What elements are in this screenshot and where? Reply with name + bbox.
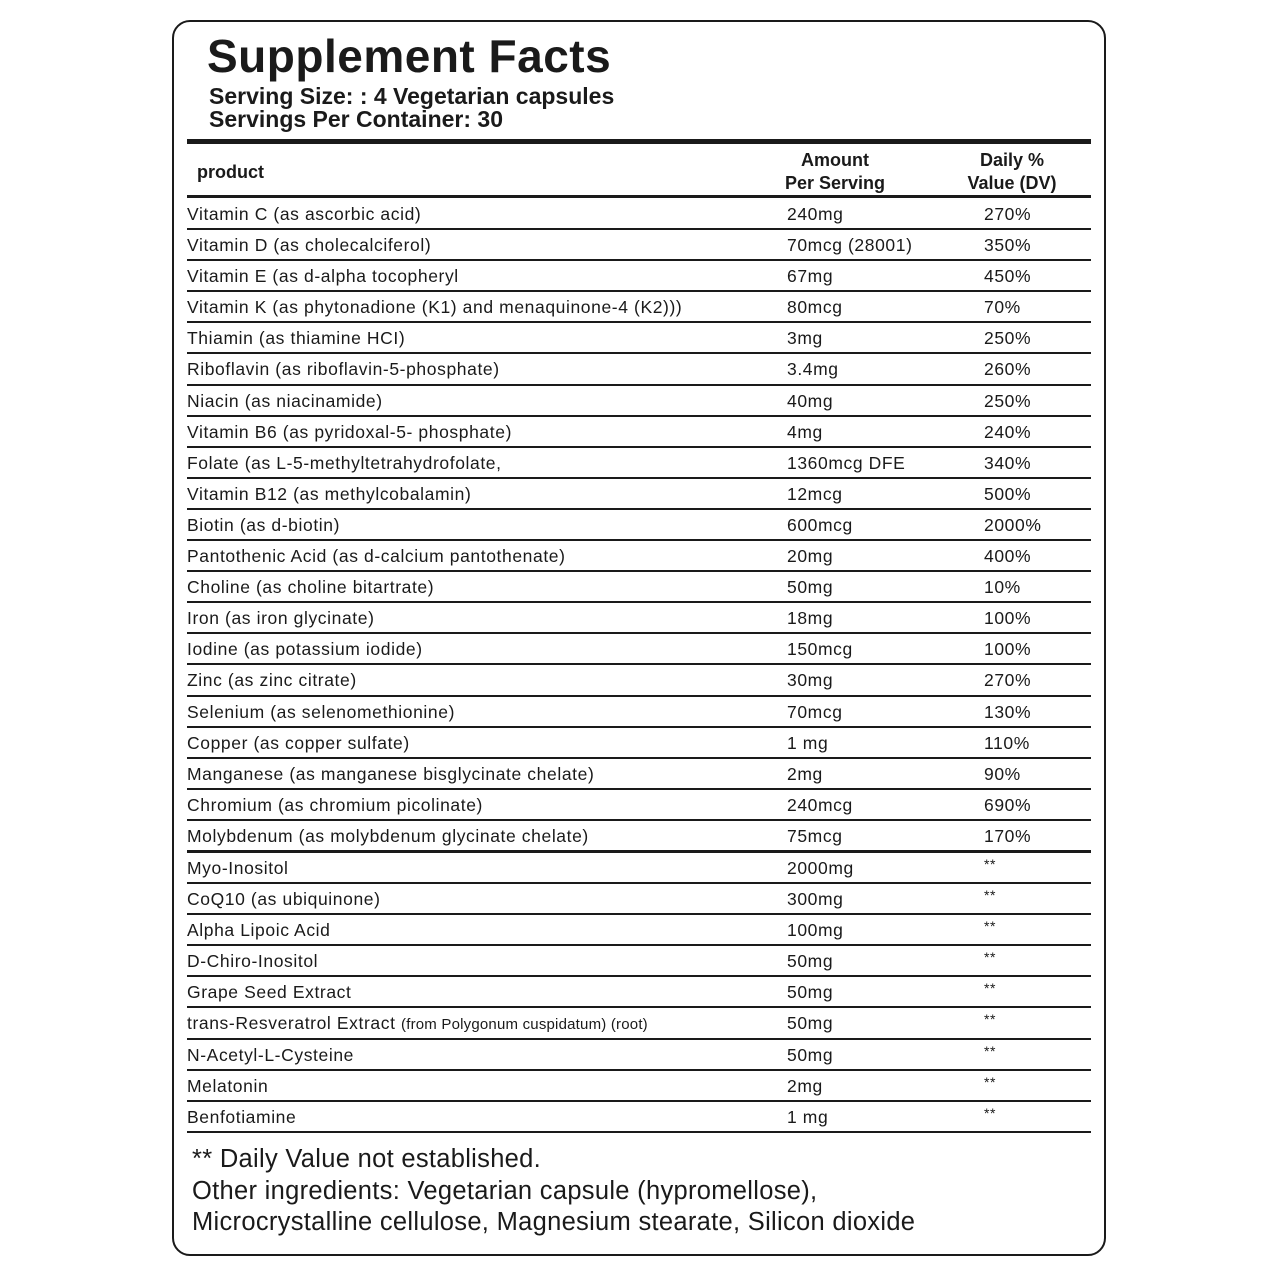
other-ingredients-line2: Microcrystalline cellulose, Magnesium stearate, Silicon dioxide — [192, 1208, 916, 1236]
table-row — [187, 946, 1091, 977]
nutrient-table — [187, 199, 1091, 1133]
nutrient-name-text: Vitamin K (as phytonadione (K1) and menaquinone-4 (K2))) — [187, 297, 683, 318]
amount-per-serving: 12mcg — [787, 483, 843, 504]
daily-value: ** — [984, 855, 997, 872]
nutrient-name-text: Iron (as iron glycinate) — [187, 608, 375, 629]
amount-per-serving: 3mg — [787, 328, 823, 349]
amount-per-serving: 600mcg — [787, 514, 853, 535]
nutrient-name — [187, 266, 459, 287]
header-amount-line1: Amount — [801, 150, 869, 170]
table-row — [187, 230, 1091, 261]
amount-per-serving: 150mcg — [787, 639, 853, 660]
table-row — [187, 1040, 1091, 1071]
daily-value: ** — [984, 1073, 997, 1090]
serving-info — [209, 84, 614, 130]
daily-value: 270% — [984, 670, 1032, 691]
nutrient-name — [187, 422, 512, 443]
amount-per-serving: 75mcg — [787, 825, 843, 846]
daily-value: 250% — [984, 390, 1032, 411]
header-daily-value — [945, 149, 1079, 195]
nutrient-name-text: Molybdenum (as molybdenum glycinate chelate) — [187, 825, 589, 846]
nutrient-name-text: Myo-Inositol — [187, 857, 289, 878]
nutrient-name — [187, 391, 383, 412]
nutrient-name — [187, 920, 330, 941]
nutrient-name-text: Zinc (as zinc citrate) — [187, 670, 357, 691]
amount-per-serving: 3.4mg — [787, 359, 839, 380]
amount-per-serving: 4mg — [787, 421, 823, 442]
nutrient-name — [187, 577, 434, 598]
nutrient-name-text: Riboflavin (as riboflavin-5-phosphate) — [187, 359, 500, 380]
dv-note: ** Daily Value not established. — [192, 1145, 542, 1173]
amount-per-serving: 50mg — [787, 982, 834, 1003]
nutrient-name-text: Vitamin E (as d-alpha tocopheryl — [187, 266, 459, 287]
nutrient-name-text: Vitamin B12 (as methylcobalamin) — [187, 483, 472, 504]
nutrient-name — [187, 297, 682, 318]
nutrient-name — [187, 484, 471, 505]
amount-per-serving: 30mg — [787, 670, 834, 691]
nutrient-name-text: Folate (as L-5-methyltetrahydrofolate, — [187, 452, 502, 473]
nutrient-name-text: Grape Seed Extract — [187, 982, 352, 1003]
nutrient-name — [187, 951, 318, 972]
header-dv-line2: Value (DV) — [967, 173, 1057, 193]
nutrient-name-text: N-Acetyl-L-Cysteine — [187, 1044, 354, 1065]
daily-value: 2000% — [984, 514, 1042, 535]
nutrient-name-text: Thiamin (as thiamine HCI) — [187, 328, 406, 349]
nutrient-name-text: Vitamin B6 (as pyridoxal-5- phosphate) — [187, 421, 512, 442]
table-row — [187, 915, 1091, 946]
amount-per-serving: 50mg — [787, 577, 834, 598]
nutrient-name — [187, 515, 340, 536]
nutrient-name — [187, 359, 500, 380]
nutrient-name-text: Alpha Lipoic Acid — [187, 920, 331, 941]
amount-per-serving: 50mg — [787, 1044, 834, 1065]
serving-size: Serving Size: : 4 Vegetarian capsules — [209, 83, 615, 109]
daily-value: ** — [984, 1042, 997, 1059]
table-row — [187, 1008, 1091, 1039]
daily-value: 110% — [984, 732, 1030, 753]
amount-per-serving: 1 mg — [787, 732, 829, 753]
amount-per-serving: 2mg — [787, 763, 823, 784]
amount-per-serving: 2000mg — [787, 857, 854, 878]
amount-per-serving: 40mg — [787, 390, 834, 411]
nutrient-name — [187, 670, 357, 691]
amount-per-serving: 18mg — [787, 608, 834, 629]
nutrient-name — [187, 826, 589, 847]
daily-value: ** — [984, 918, 997, 935]
header-dv-line1: Daily % — [979, 150, 1045, 170]
table-row — [187, 510, 1091, 541]
nutrient-name — [187, 795, 483, 816]
amount-per-serving: 2mg — [787, 1075, 823, 1096]
table-row — [187, 728, 1091, 759]
daily-value: 340% — [984, 452, 1032, 473]
daily-value: 250% — [984, 328, 1032, 349]
daily-value: 500% — [984, 483, 1032, 504]
nutrient-name-text: Melatonin — [187, 1075, 269, 1096]
table-row — [187, 479, 1091, 510]
table-row — [187, 603, 1091, 634]
table-row — [187, 292, 1091, 323]
amount-per-serving: 50mg — [787, 951, 834, 972]
nutrient-name — [187, 639, 423, 660]
footer — [192, 1144, 915, 1239]
amount-per-serving: 100mg — [787, 920, 844, 941]
nutrient-name-text: Vitamin C (as ascorbic acid) — [187, 204, 422, 224]
daily-value: ** — [984, 1011, 997, 1028]
amount-per-serving: 50mg — [787, 1013, 834, 1034]
nutrient-name-text: Choline (as choline bitartrate) — [187, 577, 435, 598]
daily-value: 130% — [984, 701, 1032, 722]
amount-per-serving: 70mcg (28001) — [787, 235, 913, 256]
amount-per-serving: 1 mg — [787, 1106, 829, 1127]
nutrient-name-text: Manganese (as manganese bisglycinate chelate) — [187, 763, 595, 784]
daily-value: ** — [984, 980, 997, 997]
table-row — [187, 323, 1091, 354]
table-row — [187, 853, 1091, 884]
table-row — [187, 977, 1091, 1008]
table-row — [187, 665, 1091, 696]
nutrient-name-text: Chromium (as chromium picolinate) — [187, 794, 483, 815]
nutrient-name — [187, 1076, 268, 1097]
daily-value: 70% — [984, 297, 1021, 318]
header-top-rule — [187, 139, 1091, 144]
label-title: Supplement Facts — [207, 30, 612, 82]
daily-value: 690% — [984, 794, 1032, 815]
nutrient-name — [187, 546, 566, 567]
amount-per-serving: 20mg — [787, 546, 834, 567]
header-product: product — [197, 162, 264, 182]
table-row — [187, 448, 1091, 479]
nutrient-name — [187, 608, 375, 629]
servings-per-container: Servings Per Container: 30 — [209, 106, 503, 132]
amount-per-serving: 300mg — [787, 889, 844, 910]
amount-per-serving: 240mg — [787, 204, 844, 224]
amount-per-serving: 80mcg — [787, 297, 843, 318]
daily-value: ** — [984, 949, 997, 966]
nutrient-name-text: D-Chiro-Inositol — [187, 951, 319, 972]
nutrient-name-text: Iodine (as potassium iodide) — [187, 639, 423, 660]
nutrient-name — [187, 1107, 296, 1128]
nutrient-name — [187, 889, 381, 910]
table-row — [187, 261, 1091, 292]
header-amount — [765, 149, 905, 195]
other-ingredients-line1: Other ingredients: Vegetarian capsule (hypromellose), — [192, 1176, 818, 1205]
nutrient-source-note: (from Polygonum cuspidatum) (root) — [401, 1016, 648, 1034]
nutrient-name-text: trans-Resveratrol Extract — [187, 1013, 396, 1034]
daily-value: 100% — [984, 639, 1032, 660]
table-row — [187, 572, 1091, 603]
nutrient-name — [187, 764, 594, 785]
nutrient-name-text: Copper (as copper sulfate) — [187, 732, 410, 753]
nutrient-name — [187, 328, 405, 349]
nutrient-name-text: Niacin (as niacinamide) — [187, 390, 383, 411]
table-row — [187, 884, 1091, 915]
nutrient-name-text: Selenium (as selenomethionine) — [187, 701, 455, 722]
nutrient-name — [187, 1013, 648, 1034]
nutrient-name — [187, 453, 502, 474]
nutrient-name — [187, 733, 410, 754]
table-row — [187, 634, 1091, 665]
nutrient-name — [187, 702, 455, 723]
header-amount-line2: Per Serving — [784, 173, 886, 193]
nutrient-name — [187, 982, 352, 1003]
table-row — [187, 697, 1091, 728]
table-row — [187, 1102, 1091, 1133]
nutrient-name-text: Pantothenic Acid (as d-calcium pantothenate) — [187, 546, 566, 567]
nutrient-name-text: Vitamin D (as cholecalciferol) — [187, 235, 432, 256]
table-row — [187, 821, 1091, 853]
amount-per-serving: 1360mcg DFE — [787, 452, 906, 473]
daily-value: ** — [984, 887, 997, 904]
nutrient-name — [187, 1045, 354, 1066]
table-row — [187, 790, 1091, 821]
daily-value: 400% — [984, 546, 1032, 567]
table-row — [187, 417, 1091, 448]
daily-value: ** — [984, 1104, 997, 1121]
daily-value: 270% — [984, 204, 1032, 224]
table-header — [187, 146, 1091, 194]
nutrient-name — [187, 204, 421, 225]
nutrient-name-text: Benfotiamine — [187, 1106, 297, 1127]
table-row — [187, 199, 1091, 230]
amount-per-serving: 70mcg — [787, 701, 843, 722]
nutrient-name-text: CoQ10 (as ubiquinone) — [187, 889, 381, 910]
daily-value: 10% — [984, 577, 1021, 598]
table-row — [187, 1071, 1091, 1102]
nutrient-name — [187, 858, 289, 879]
daily-value: 170% — [984, 825, 1032, 846]
amount-per-serving: 240mcg — [787, 794, 853, 815]
daily-value: 450% — [984, 266, 1032, 287]
nutrient-name-text: Biotin (as d-biotin) — [187, 514, 341, 535]
daily-value: 260% — [984, 359, 1032, 380]
table-row — [187, 541, 1091, 572]
daily-value: 100% — [984, 608, 1032, 629]
amount-per-serving: 67mg — [787, 266, 834, 287]
table-row — [187, 759, 1091, 790]
table-row — [187, 386, 1091, 417]
daily-value: 90% — [984, 763, 1021, 784]
header-bottom-rule — [187, 195, 1091, 198]
daily-value: 350% — [984, 235, 1032, 256]
table-row — [187, 354, 1091, 385]
nutrient-name — [187, 235, 431, 256]
daily-value: 240% — [984, 421, 1032, 442]
